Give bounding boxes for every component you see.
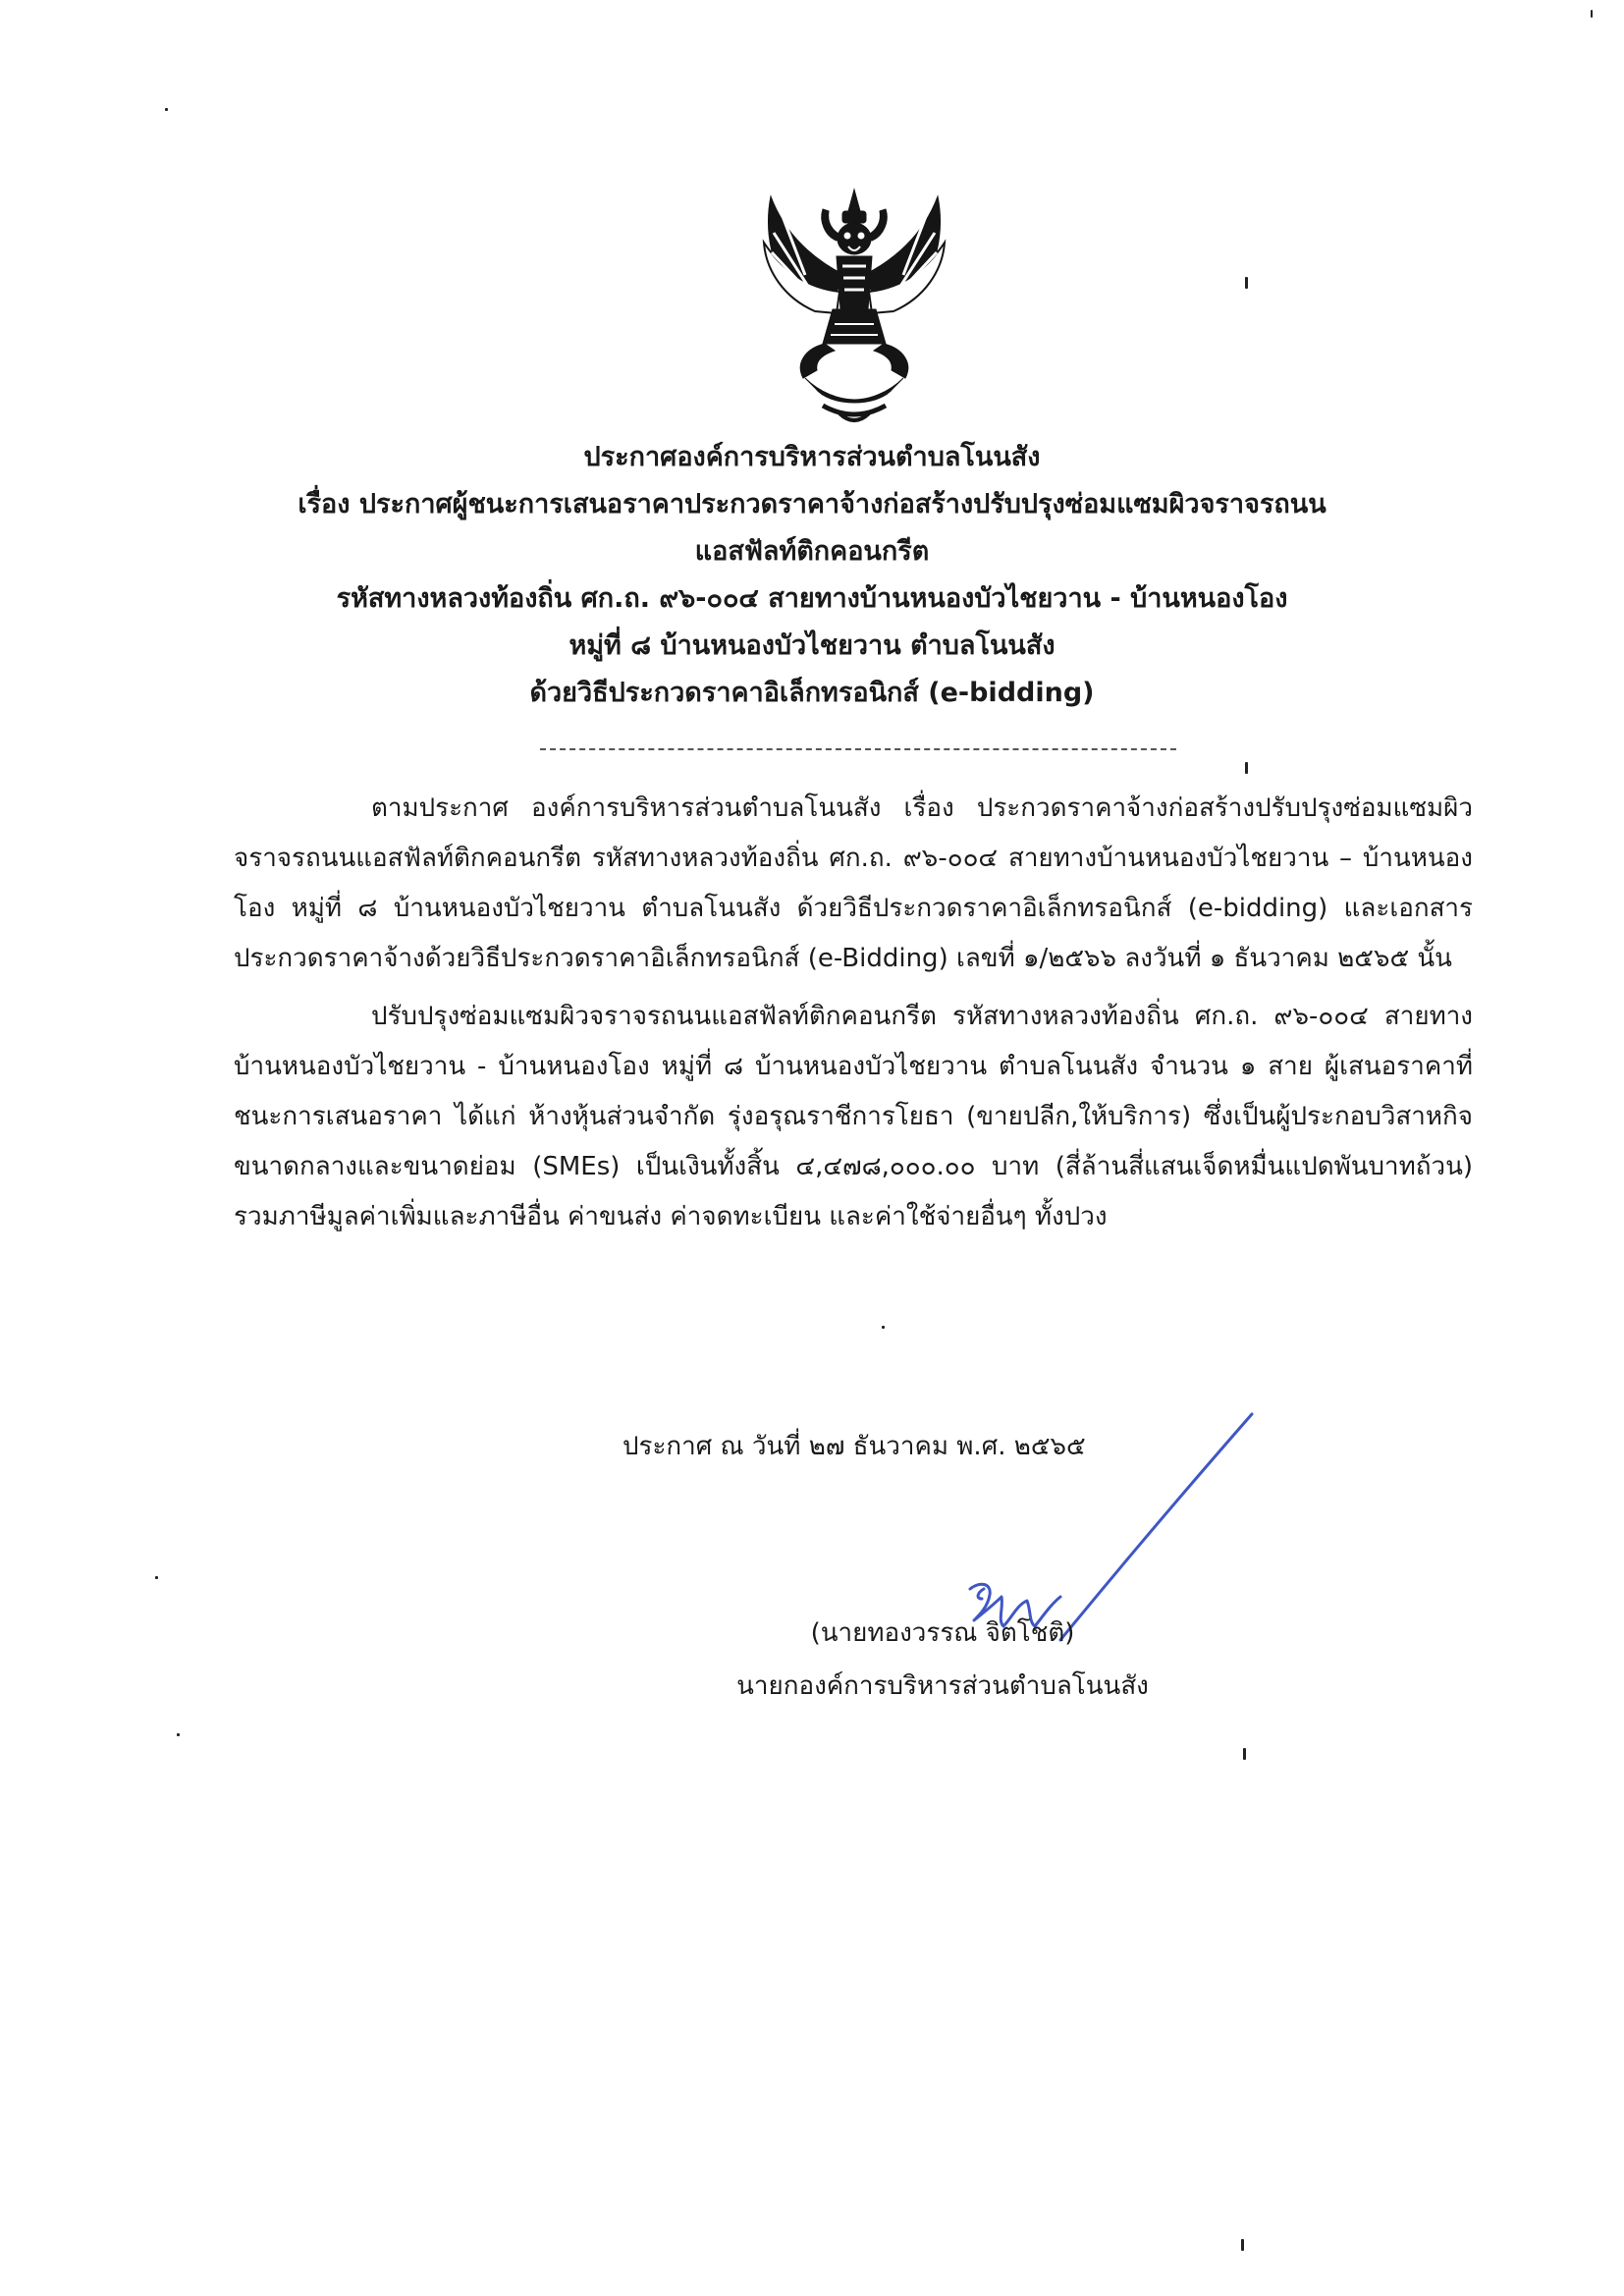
scan-speck <box>1591 10 1593 18</box>
announcement-heading <box>196 434 1428 717</box>
scan-speck <box>1241 2239 1244 2251</box>
scan-speck <box>165 108 168 111</box>
signer-block <box>628 1607 1257 1713</box>
location-line: หมู่ที่ ๘ บ้านหนองบัวไชยวาน ตำบลโนนสัง <box>568 630 1056 661</box>
scan-speck <box>1245 277 1248 289</box>
announcement-date: ประกาศ ณ วันที่ ๒๗ ธันวาคม พ.ศ. ๒๕๖๕ <box>623 1432 1086 1461</box>
body-paragraph-2: ปรับปรุงซ่อมแซมผิวจราจรถนนแอสฟัลท์ติกคอนกรีต รหัสทางหลวงท้องถิ่น ศก.ถ. ๙๖-๐๐๔ สายทางบ้านหนองบัวไชยวาน - บ้านหนองโอง หมู่ที่ ๘ บ้านหนองบัวไชยวาน ตำบลโนนสัง จำนวน ๑ สาย ผู้เสนอราคาที่ชนะการเสนอราคา ได้แก่ ห้างหุ้นส่วนจำกัด รุ่งอรุณราชีการโยธา (ขายปลีก,ให้บริการ) ซึ่งเป็นผู้ประกอบวิสาหกิจขนาดกลางและขนาดย่อม (SMEs) เป็นเงินทั้งสิ้น ๔,๔๗๘,๐๐๐.๐๐ บาท (สี่ล้านสี่แสนเจ็ดหมื่นแปดพันบาทถ้วน) รวมภาษีมูลค่าเพิ่มและภาษีอื่น ค่าขนส่ง ค่าจดทะเบียน และค่าใช้จ่ายอื่นๆ ทั้งปวง <box>234 1002 1473 1231</box>
method-line: ด้วยวิธีประกวดราคาอิเล็กทรอนิกส์ (e-bidding) <box>529 678 1095 708</box>
scan-speck <box>1243 1748 1246 1760</box>
subject-line-2: แอสฟัลท์ติกคอนกรีต <box>694 536 930 567</box>
signer-name: (นายทองวรรณ จิตโชติ) <box>810 1618 1075 1648</box>
subject-line: เรื่อง ประกาศผู้ชนะการเสนอราคาประกวดราคาจ้างก่อสร้างปรับปรุงซ่อมแซมผิวจราจรถนน <box>298 489 1326 519</box>
body-paragraph-1: ตามประกาศ องค์การบริหารส่วนตำบลโนนสัง เรื่อง ประกวดราคาจ้างก่อสร้างปรับปรุงซ่อมแซมผิวจราจรถนนแอสฟัลท์ติกคอนกรีต รหัสทางหลวงท้องถิ่น ศก.ถ. ๙๖-๐๐๔ สายทางบ้านหนองบัวไชยวาน – บ้านหนองโอง หมู่ที่ ๘ บ้านหนองบัวไชยวาน ตำบลโนนสัง ด้วยวิธีประกวดราคาอิเล็กทรอนิกส์ (e-bidding) และเอกสารประกวดราคาจ้างด้วยวิธีประกวดราคาอิเล็กทรอนิกส์ (e-Bidding) เลขที่ ๑/๒๕๖๖ ลงวันที่ ๑ ธันวาคม ๒๕๖๕ นั้น <box>234 793 1473 973</box>
scan-speck <box>177 1733 180 1736</box>
announcement-body <box>234 784 1473 1242</box>
garuda-emblem-icon <box>746 182 962 427</box>
scan-speck <box>1245 762 1248 774</box>
scan-speck <box>882 1326 885 1329</box>
signer-title: นายกองค์การบริหารส่วนตำบลโนนสัง <box>736 1671 1149 1701</box>
road-code-line: รหัสทางหลวงท้องถิ่น ศก.ถ. ๙๖-๐๐๔ สายทางบ้านหนองบัวไชยวาน - บ้านหนองโอง <box>336 583 1288 614</box>
issuer-line: ประกาศองค์การบริหารส่วนตำบลโนนสัง <box>583 442 1041 472</box>
heading-divider <box>540 748 1176 750</box>
scan-speck <box>155 1576 158 1579</box>
